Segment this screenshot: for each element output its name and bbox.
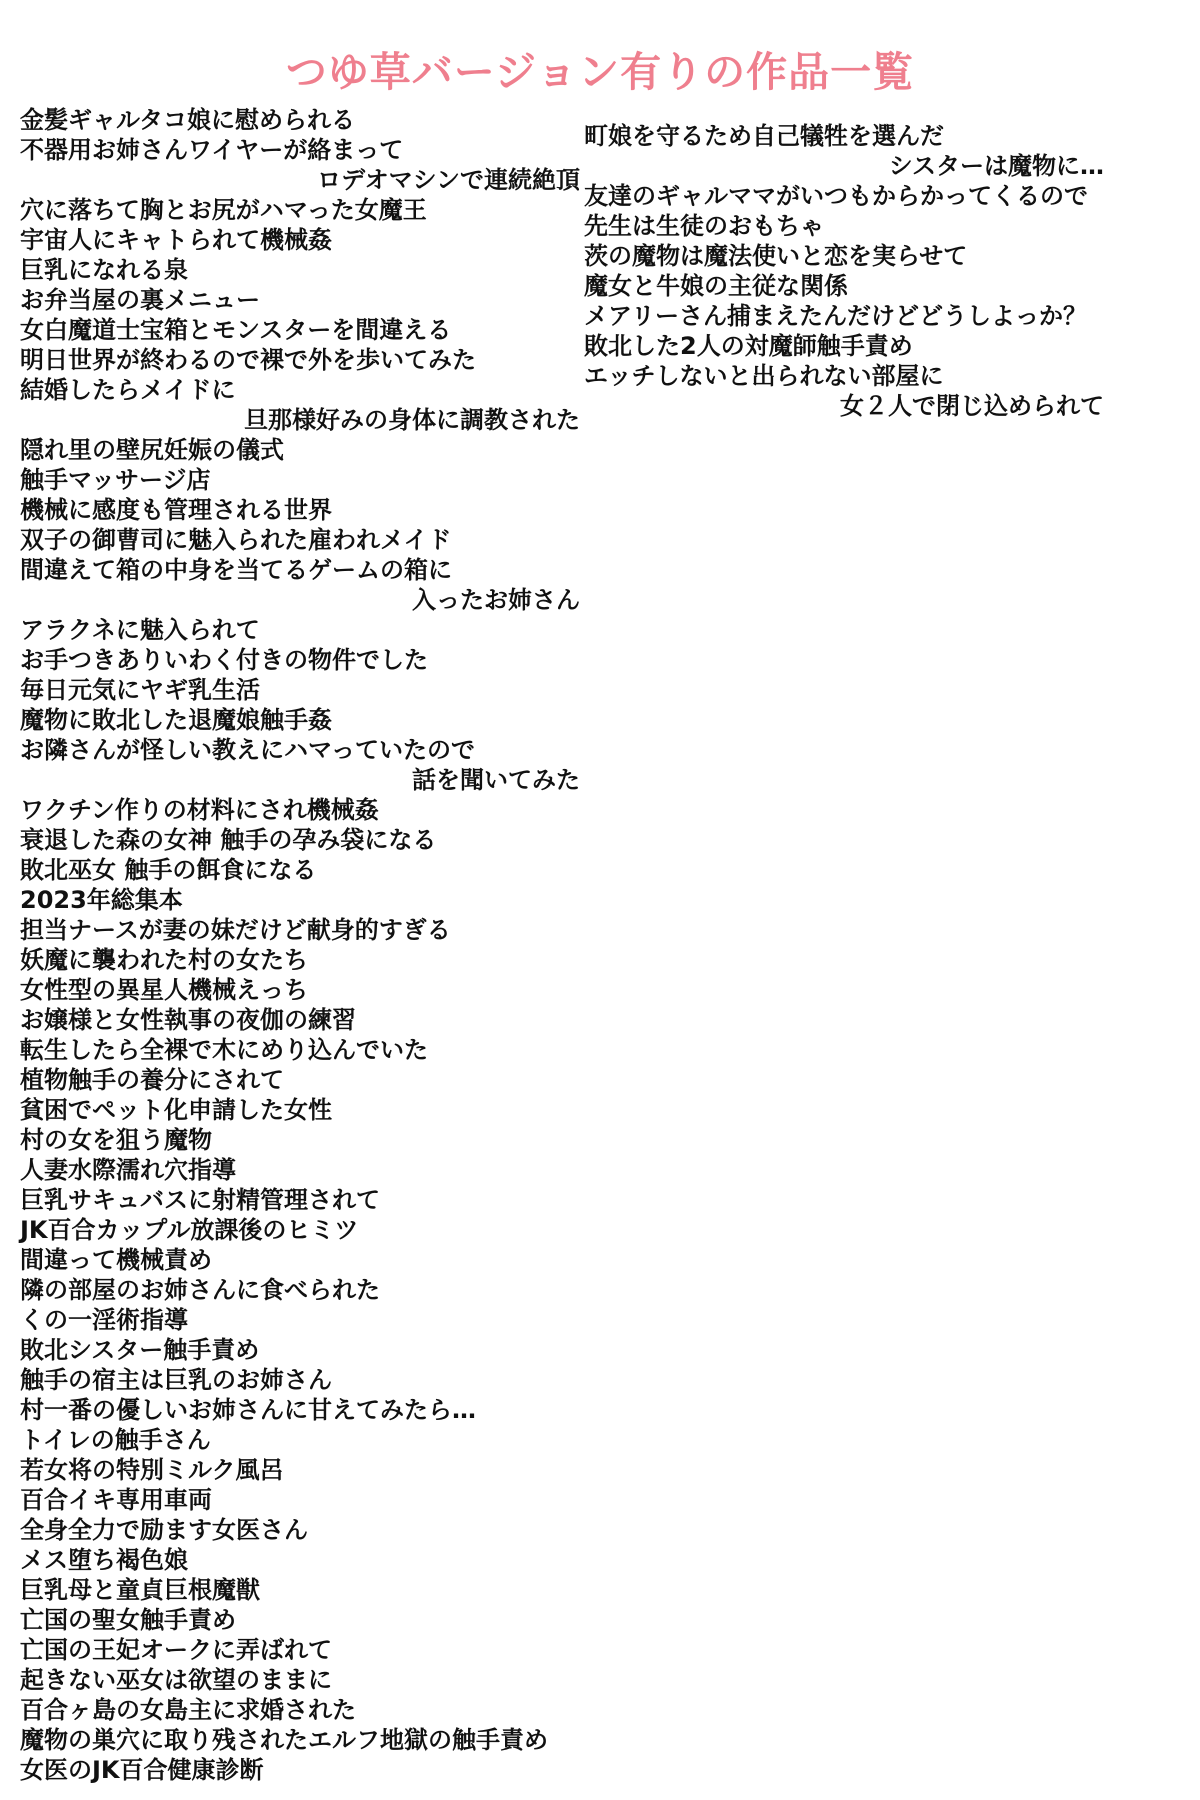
work-title-line-1: 全身全力で励ます女医さん (20, 1516, 308, 1544)
work-title-line-1: 亡国の王妃オークに弄ばれて (20, 1636, 332, 1664)
work-title-item (20, 1695, 580, 1725)
work-title-line-1: お隣さんが怪しい教えにハマっていたので (20, 736, 476, 764)
work-title-line-1: 敗北シスター触手責め (20, 1336, 260, 1364)
work-title-line-1: 金髪ギャルタコ娘に慰められる (20, 106, 356, 134)
work-title-item (20, 1545, 580, 1575)
work-title-line-1: 女医のJK百合健康診断 (20, 1756, 264, 1784)
work-title-item (20, 825, 580, 855)
work-title-line-1: 転生したら全裸で木にめり込んでいた (20, 1036, 428, 1064)
work-title-line-1: アラクネに魅入られて (20, 616, 260, 644)
work-title-line-1: お弁当屋の裏メニュー (20, 286, 260, 314)
work-title-line-1: お嬢様と女性執事の夜伽の練習 (20, 1006, 356, 1034)
work-title-item (20, 1425, 580, 1455)
work-title-line-1: 不器用お姉さんワイヤーが絡まって (20, 136, 404, 164)
work-title-line-1: エッチしないと出られない部屋に (584, 362, 944, 390)
work-title-line-2: シスターは魔物に… (888, 152, 1104, 180)
work-title-line-1: 機械に感度も管理される世界 (20, 496, 332, 524)
work-title-line-1: JK百合カップル放課後のヒミツ (20, 1216, 359, 1244)
work-title-item (20, 1605, 580, 1635)
work-title-item (20, 1065, 580, 1095)
works-list-right (584, 121, 1104, 421)
work-title-line-2: 話を聞いてみた (412, 766, 580, 794)
work-title-line-1: 間違えて箱の中身を当てるゲームの箱に (20, 556, 452, 584)
work-title-line-1: 穴に落ちて胸とお尻がハマった女魔王 (20, 196, 427, 224)
work-title-item (20, 135, 580, 195)
work-title-item (20, 1215, 580, 1245)
work-title-line-1: 結婚したらメイドに (20, 376, 236, 404)
work-title-item (584, 361, 1104, 421)
work-title-line-1: 魔女と牛娘の主従な関係 (584, 272, 848, 300)
work-title-item (20, 1575, 580, 1605)
work-title-item (584, 211, 1104, 241)
work-title-line-1: 茨の魔物は魔法使いと恋を実らせて (584, 242, 968, 270)
work-title-line-1: くの一淫術指導 (20, 1306, 188, 1334)
work-title-item (20, 1755, 580, 1785)
work-title-item (584, 181, 1104, 211)
work-title-line-1: 隠れ里の壁尻妊娠の儀式 (20, 436, 284, 464)
work-title-line-1: トイレの触手さん (20, 1426, 211, 1454)
work-title-line-1: ワクチン作りの材料にされ機械姦 (20, 796, 379, 824)
work-title-item (584, 241, 1104, 271)
work-title-line-1: 担当ナースが妻の妹だけど献身的すぎる (20, 916, 451, 944)
work-title-item (20, 1005, 580, 1035)
work-title-item (20, 1305, 580, 1335)
work-title-line-1: 村一番の優しいお姉さんに甘えてみたら… (20, 1396, 476, 1424)
work-title-line-1: 触手の宿主は巨乳のお姉さん (20, 1366, 332, 1394)
work-title-line-1: 衰退した森の女神 触手の孕み袋になる (20, 826, 437, 854)
work-title-item (584, 271, 1104, 301)
work-title-item (20, 1485, 580, 1515)
work-title-item (20, 345, 580, 375)
work-title-line-1: 敗北巫女 触手の餌食になる (20, 856, 317, 884)
work-title-line-1: 隣の部屋のお姉さんに食べられた (20, 1276, 380, 1304)
work-title-item (20, 315, 580, 345)
work-title-line-1: 敗北した2人の対魔師触手責め (584, 332, 913, 360)
work-title-item (20, 1635, 580, 1665)
work-title-item (20, 915, 580, 945)
work-title-item (20, 645, 580, 675)
work-title-item (20, 1725, 580, 1755)
work-title-line-1: お手つきありいわく付きの物件でした (20, 646, 428, 674)
work-title-item (20, 1365, 580, 1395)
work-title-line-1: 触手マッサージ店 (20, 466, 211, 494)
work-title-item (20, 1455, 580, 1485)
work-title-line-2: 入ったお姉さん (412, 586, 580, 614)
work-title-line-2: 女２人で閉じ込められて (840, 392, 1104, 420)
work-title-line-1: 2023年総集本 (20, 886, 183, 914)
work-title-line-1: メス堕ち褐色娘 (20, 1546, 188, 1574)
work-title-line-1: 貧困でペット化申請した女性 (20, 1096, 332, 1124)
work-title-line-1: 巨乳サキュバスに射精管理されて (20, 1186, 380, 1214)
work-title-line-1: 女白魔道士宝箱とモンスターを間違える (20, 316, 452, 344)
work-title-item (584, 301, 1104, 331)
work-title-line-1: 起きない巫女は欲望のままに (20, 1666, 332, 1694)
work-title-line-1: 先生は生徒のおもちゃ (584, 212, 824, 240)
work-title-line-1: 百合イキ専用車両 (20, 1486, 212, 1514)
work-title-line-1: 巨乳になれる泉 (20, 256, 188, 284)
work-title-line-1: 村の女を狙う魔物 (20, 1126, 212, 1154)
work-title-item (20, 615, 580, 645)
work-title-item (20, 255, 580, 285)
work-title-line-1: 毎日元気にヤギ乳生活 (20, 676, 260, 704)
work-title-item (20, 1515, 580, 1545)
work-title-item (20, 675, 580, 705)
work-title-line-2: ロデオマシンで連続絶頂 (317, 166, 580, 194)
work-title-item (20, 735, 580, 795)
work-title-item (20, 1125, 580, 1155)
work-title-item (20, 285, 580, 315)
work-title-item (20, 945, 580, 975)
works-list-left (20, 105, 580, 1785)
work-title-item (20, 1035, 580, 1065)
work-title-line-1: 植物触手の養分にされて (20, 1066, 284, 1094)
work-title-item (20, 555, 580, 615)
work-title-line-1: 町娘を守るため自己犠牲を選んだ (584, 122, 944, 150)
work-title-item (20, 435, 580, 465)
work-title-item (20, 1095, 580, 1125)
work-title-line-1: 友達のギャルママがいつもからかってくるので (584, 182, 1088, 210)
work-title-item (20, 195, 580, 225)
work-title-item (584, 121, 1104, 181)
work-title-line-1: 双子の御曹司に魅入られた雇われメイド (20, 526, 452, 554)
work-title-item (20, 1155, 580, 1185)
work-title-line-1: 間違って機械責め (20, 1246, 212, 1274)
work-title-item (20, 465, 580, 495)
work-title-line-1: 巨乳母と童貞巨根魔獣 (20, 1576, 260, 1604)
work-title-item (20, 705, 580, 735)
work-title-item (20, 1185, 580, 1215)
work-title-line-1: 女性型の異星人機械えっち (20, 976, 308, 1004)
work-title-item (584, 331, 1104, 361)
work-title-item (20, 1245, 580, 1275)
work-title-line-2: 旦那様好みの身体に調教された (244, 406, 580, 434)
work-title-line-1: 百合ヶ島の女島主に求婚された (20, 1696, 356, 1724)
work-title-line-1: 亡国の聖女触手責め (20, 1606, 236, 1634)
work-title-line-1: 妖魔に襲われた村の女たち (20, 946, 308, 974)
work-title-item (20, 1275, 580, 1305)
work-title-item (20, 1395, 580, 1425)
work-title-item (20, 855, 580, 885)
work-title-line-1: 宇宙人にキャトられて機械姦 (20, 226, 332, 254)
work-title-item (20, 375, 580, 435)
work-title-line-1: 魔物に敗北した退魔娘触手姦 (20, 706, 332, 734)
work-title-item (20, 105, 580, 135)
work-title-item (20, 795, 580, 825)
work-title-line-1: 魔物の巣穴に取り残されたエルフ地獄の触手責め (20, 1726, 548, 1754)
work-title-item (20, 1665, 580, 1695)
work-title-item (20, 885, 580, 915)
work-title-item (20, 975, 580, 1005)
work-title-item (20, 225, 580, 255)
work-title-line-1: 明日世界が終わるので裸で外を歩いてみた (20, 346, 476, 374)
work-title-item (20, 495, 580, 525)
work-title-line-1: メアリーさん捕まえたんだけどどうしよっか？ (584, 302, 1088, 330)
work-title-line-1: 若女将の特別ミルク風呂 (20, 1456, 284, 1484)
work-title-item (20, 1335, 580, 1365)
work-title-line-1: 人妻水際濡れ穴指導 (20, 1156, 236, 1184)
work-title-item (20, 525, 580, 555)
page-title: つゆ草バージョン有りの作品一覧 (285, 48, 915, 96)
